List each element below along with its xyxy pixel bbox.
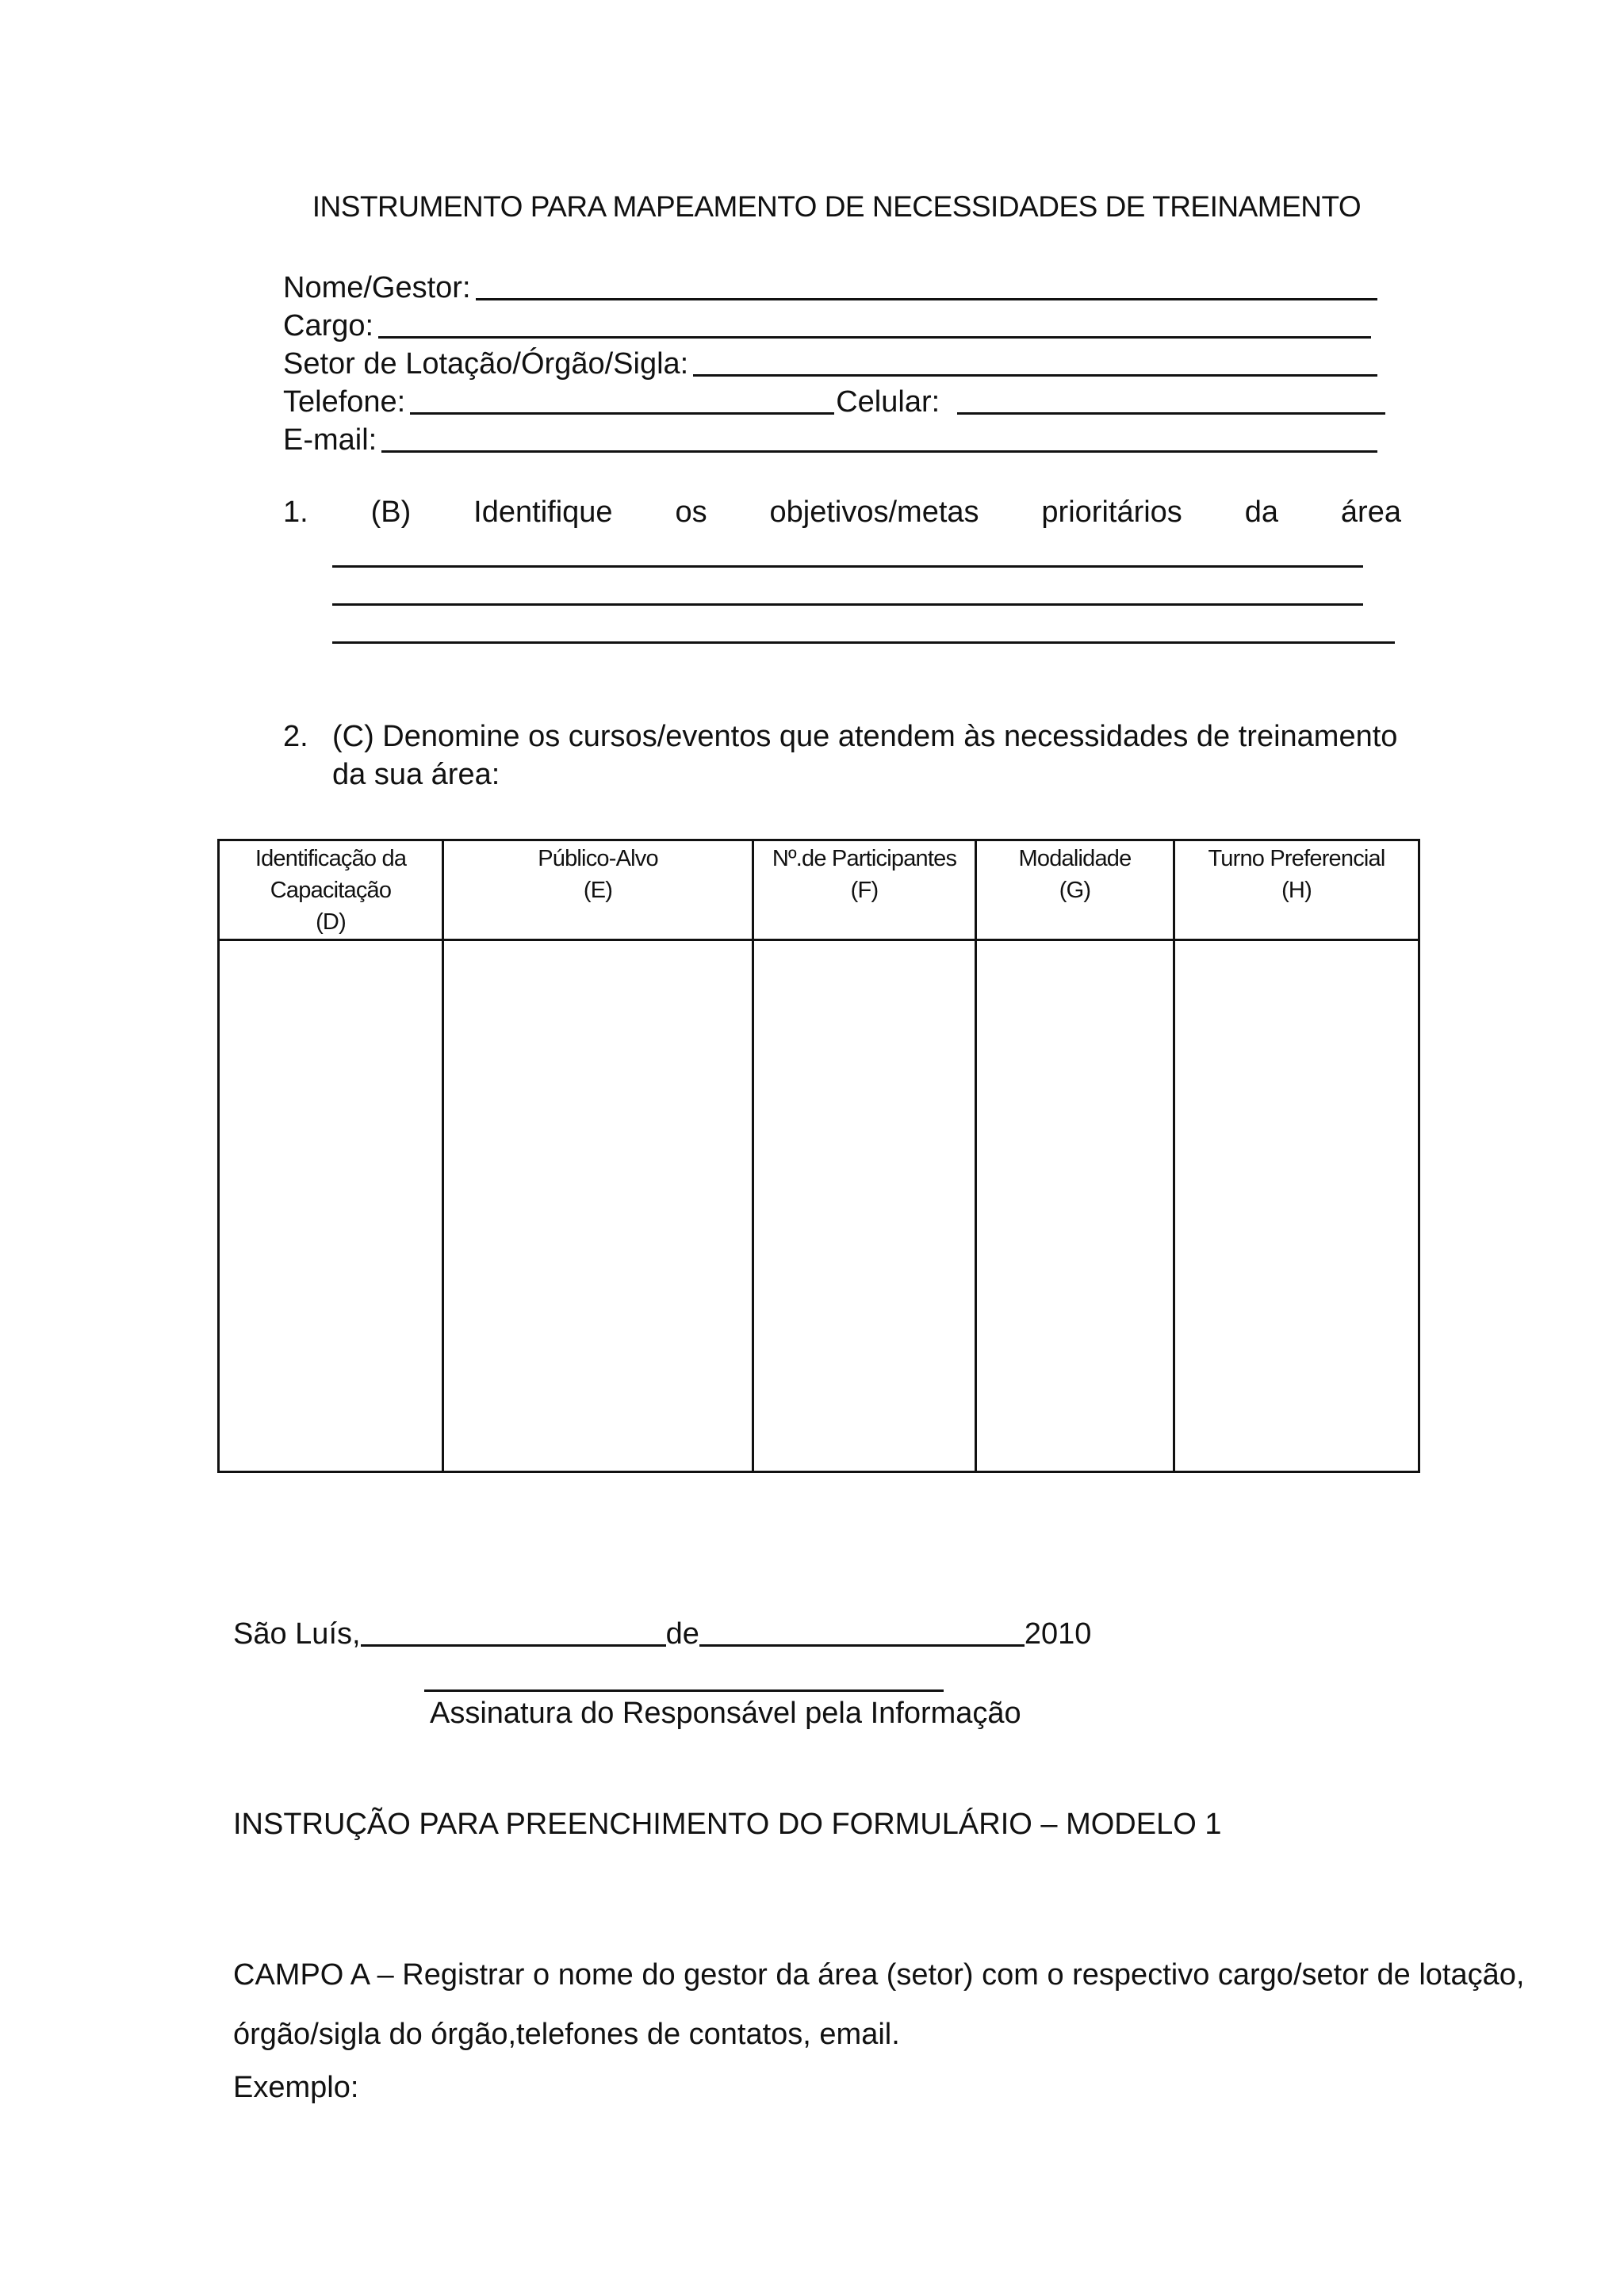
email-blank-line[interactable] [381, 425, 1377, 453]
field-label-nome: Nome/Gestor: [283, 271, 471, 304]
field-label-setor: Setor de Lotação/Órgão/Sigla: [283, 347, 689, 381]
question-1-word: área [1340, 496, 1401, 529]
cargo-blank-line[interactable] [378, 311, 1371, 339]
header-code: (G) [1059, 878, 1091, 903]
question-1-word: objetivos/metas [769, 496, 979, 529]
telefone-blank-line[interactable] [410, 387, 834, 415]
question-1-word: da [1244, 496, 1278, 529]
cell-modalidade[interactable] [976, 940, 1174, 1472]
city-label: São Luís, [233, 1617, 361, 1651]
field-label-email: E-mail: [283, 423, 377, 457]
question-1-word: prioritários [1041, 496, 1182, 529]
header-label: Modalidade [1018, 846, 1132, 871]
month-blank-line[interactable] [699, 1621, 1025, 1647]
header-code: (F) [850, 878, 879, 903]
date-line [233, 1617, 1091, 1651]
answer-1-line-2[interactable] [332, 603, 1363, 606]
table-header-row [219, 840, 1419, 940]
header-label: Turno Preferencial [1208, 846, 1385, 871]
question-2 [283, 718, 1401, 794]
campo-a-line-2: órgão/sigla do órgão,telefones de contatos, email. [233, 2018, 900, 2051]
header-label: Identificação da Capacitação [255, 846, 407, 903]
signature-line[interactable] [424, 1689, 944, 1692]
exemplo-label: Exemplo: [233, 2071, 359, 2104]
field-email [283, 422, 1377, 457]
day-blank-line[interactable] [361, 1621, 666, 1647]
field-telefone-celular [283, 384, 1385, 419]
header-participantes [753, 840, 976, 940]
question-1-word: os [675, 496, 707, 529]
field-setor [283, 346, 1377, 381]
answer-1-line-1[interactable] [332, 565, 1363, 568]
field-nome-gestor [283, 270, 1377, 305]
cell-turno[interactable] [1174, 940, 1419, 1472]
celular-blank-line[interactable] [957, 387, 1385, 415]
field-label-cargo: Cargo: [283, 309, 374, 342]
year-label: 2010 [1024, 1617, 1092, 1651]
training-table [217, 839, 1420, 1473]
field-cargo [283, 308, 1371, 343]
question-1 [283, 496, 1401, 530]
question-1-word: Identifique [473, 496, 613, 529]
field-label-celular: Celular: [836, 385, 940, 419]
header-code: (E) [583, 878, 613, 903]
nome-blank-line[interactable] [476, 273, 1377, 300]
table-row [219, 940, 1419, 1472]
field-label-telefone: Telefone: [283, 385, 406, 419]
setor-blank-line[interactable] [693, 349, 1377, 377]
header-code: (D) [316, 909, 346, 935]
header-label: Público-Alvo [538, 846, 658, 871]
header-identificacao [219, 840, 443, 940]
instructions-heading: INSTRUÇÃO PARA PREENCHIMENTO DO FORMULÁRIO – MODELO 1 [233, 1808, 1222, 1841]
question-1-word: (B) [370, 496, 412, 529]
answer-1-line-3[interactable] [332, 641, 1395, 644]
question-2-number: 2. [283, 720, 308, 753]
header-code: (H) [1281, 878, 1312, 903]
header-label: Nº.de Participantes [772, 846, 957, 871]
header-publico-alvo [443, 840, 753, 940]
cell-publico-alvo[interactable] [443, 940, 753, 1472]
cell-identificacao[interactable] [219, 940, 443, 1472]
header-modalidade [976, 840, 1174, 940]
campo-a-line-1: CAMPO A – Registrar o nome do gestor da área (setor) com o respectivo cargo/setor de lotação, [233, 1958, 1525, 1992]
document-title: INSTRUMENTO PARA MAPEAMENTO DE NECESSIDADES DE TREINAMENTO [312, 190, 1362, 223]
de-label: de [665, 1617, 699, 1651]
cell-participantes[interactable] [753, 940, 976, 1472]
header-turno [1174, 840, 1419, 940]
question-1-number: 1. [283, 496, 308, 529]
signature-caption: Assinatura do Responsável pela Informação [430, 1697, 1021, 1730]
question-2-text: (C) Denomine os cursos/eventos que atendem às necessidades de treinamento da sua área: [332, 720, 1398, 791]
